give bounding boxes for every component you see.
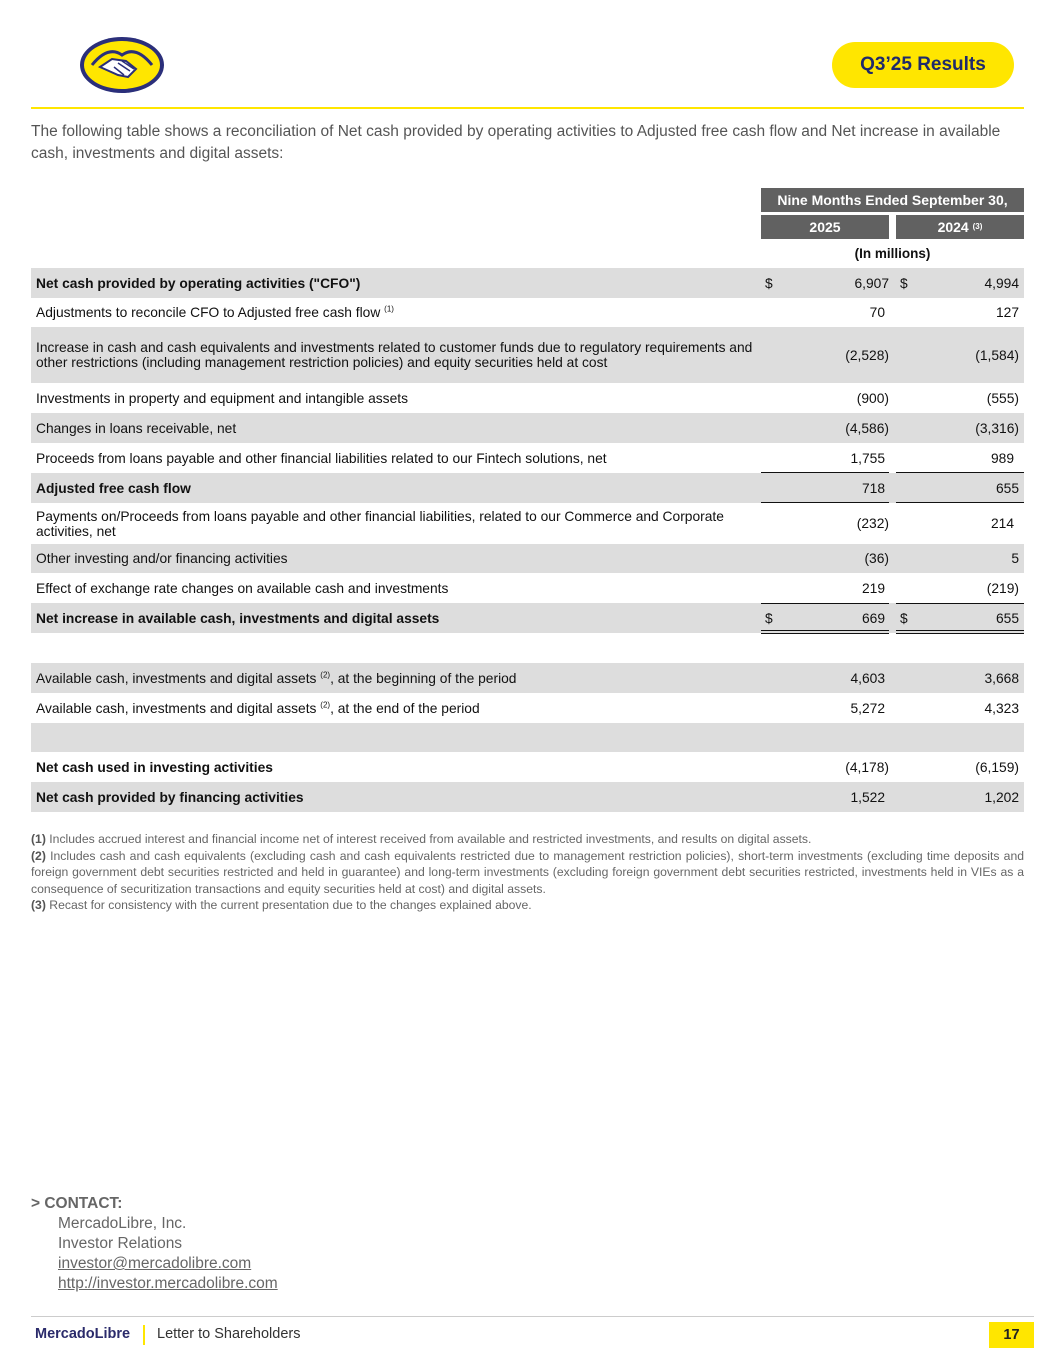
- value-2024: 127: [995, 305, 1019, 320]
- footer-brand: MercadoLibre: [35, 1326, 131, 1342]
- page-number: 17: [989, 1322, 1034, 1348]
- total-rule: [761, 603, 889, 604]
- row-label: Net cash provided by financing activities: [36, 789, 304, 805]
- footnote-ref: (1): [384, 304, 394, 314]
- currency-symbol: $: [900, 275, 908, 291]
- contact-email-row: [31, 1254, 278, 1274]
- row-label: [31, 671, 761, 686]
- footnote-number: (1): [31, 832, 46, 846]
- currency-symbol: $: [765, 275, 773, 291]
- contact-block: [31, 1194, 278, 1294]
- value-2024: (555): [986, 390, 1019, 406]
- footnote-text: Includes cash and cash equivalents (excluding cash and cash equivalents restricted due to management restriction policies), short-term investments (excluding time deposits and foreign government debt securities restricted and held in guarantee) and long-term investments (excluding foreign government debt securities restricted, investments held in VIEs as a consequence of securitization transactions and equity securities held at cost) and digital assets.: [31, 848, 1024, 896]
- value-2025: (900): [856, 390, 889, 406]
- value-2025: 1,755: [850, 450, 885, 466]
- row-label-text: Available cash, investments and digital assets: [36, 700, 317, 716]
- row-label: Net increase in available cash, investments and digital assets: [36, 610, 440, 626]
- footnote-text: Includes accrued interest and financial income net of interest received from available and restricted investments, and results on digital assets.: [49, 832, 812, 846]
- footer-divider: [31, 1316, 1034, 1317]
- table-row: [31, 782, 1024, 812]
- contact-company: MercadoLibre, Inc.: [58, 1215, 187, 1232]
- investor-site-link[interactable]: http://investor.mercadolibre.com: [58, 1275, 278, 1292]
- contact-heading: > CONTACT:: [31, 1195, 123, 1212]
- table-row: [31, 752, 1024, 782]
- spacer-row: [31, 723, 1024, 752]
- footnote-ref: (2): [320, 669, 331, 679]
- footnote-ref: (2): [320, 699, 331, 709]
- footer-title: Letter to Shareholders: [157, 1326, 301, 1342]
- row-label: Adjusted free cash flow: [36, 480, 191, 496]
- value-2025: (36): [864, 551, 889, 566]
- row-label: Net cash provided by operating activities ("CFO"): [36, 275, 361, 291]
- value-2024: 989: [990, 450, 1014, 466]
- value-2024: 655: [995, 480, 1019, 496]
- row-label: Other investing and/or financing activities: [36, 551, 288, 566]
- value-2025: 219: [861, 580, 885, 596]
- row-label: Effect of exchange rate changes on available cash and investments: [36, 580, 449, 596]
- value-2025: 1,522: [850, 789, 885, 805]
- row-label-suffix: , at the end of the period: [330, 700, 480, 716]
- value-2024: (1,584): [975, 347, 1019, 363]
- footnote-text: Recast for consistency with the current presentation due to the changes explained above.: [49, 898, 532, 912]
- row-label: Net cash used in investing activities: [36, 759, 273, 775]
- footer-separator: [143, 1325, 145, 1345]
- value-2025: (2,528): [845, 347, 889, 363]
- footnote-2: [31, 848, 1024, 898]
- value-2025: 6,907: [854, 275, 889, 291]
- table-row: [31, 503, 1024, 544]
- value-2024: (6,159): [975, 759, 1019, 775]
- table-row: [31, 603, 1024, 633]
- table-row: [31, 663, 1024, 693]
- value-2024: 4,323: [984, 700, 1019, 716]
- table-row: [31, 473, 1024, 503]
- contact-url-row: [31, 1274, 278, 1294]
- quarter-results-badge: Q3’25 Results: [832, 42, 1014, 88]
- total-rule: [896, 603, 1024, 604]
- footnote-1: [31, 831, 1024, 848]
- value-2024: 4,994: [984, 275, 1019, 291]
- year-2024-header: 2024 (3): [896, 215, 1024, 239]
- table-row: [31, 573, 1024, 603]
- footnote-number: (3): [31, 898, 46, 912]
- value-2025: 718: [861, 480, 885, 496]
- footnote-number: (2): [31, 848, 46, 863]
- value-2024: 3,668: [984, 670, 1019, 686]
- period-header: Nine Months Ended September 30,: [761, 188, 1024, 212]
- value-2024: 1,202: [984, 789, 1019, 805]
- currency-symbol: $: [765, 610, 773, 626]
- value-2025: 5,272: [850, 700, 885, 716]
- value-2024: 655: [995, 610, 1019, 626]
- value-2025: 70: [869, 305, 885, 320]
- header-divider: [31, 107, 1024, 109]
- value-2024: (3,316): [975, 420, 1019, 436]
- row-label-suffix: , at the beginning of the period: [330, 670, 517, 686]
- units-label: (In millions): [854, 246, 931, 261]
- row-label: Proceeds from loans payable and other financial liabilities related to our Fintech solutions, net: [36, 450, 607, 466]
- spacer-row: [31, 633, 1024, 663]
- table-row: [31, 443, 1024, 473]
- contact-email-link[interactable]: investor@mercadolibre.com: [58, 1255, 252, 1272]
- table-row: [31, 383, 1024, 413]
- table-row: [31, 693, 1024, 723]
- row-label: Investments in property and equipment and intangible assets: [36, 390, 408, 406]
- contact-department: Investor Relations: [58, 1235, 183, 1252]
- year-2-label: 2024: [937, 219, 969, 235]
- value-2024: 214: [990, 516, 1014, 531]
- reconciliation-table: [31, 268, 1024, 812]
- footnote-3: [31, 897, 1024, 914]
- year-2025-header: [761, 215, 889, 239]
- value-2025: (4,178): [845, 759, 889, 775]
- value-2025: (4,586): [845, 420, 889, 436]
- intro-paragraph: The following table shows a reconciliation of Net cash provided by operating activities to Adjusted free cash flow and Net increase in available cash, investments and digital assets:: [31, 123, 1001, 162]
- value-2024: (219): [986, 580, 1019, 596]
- row-label: Payments on/Proceeds from loans payable and other financial liabilities, related to our Commerce and Corporate activities, net: [36, 508, 724, 539]
- row-label: [31, 305, 761, 320]
- table-row: [31, 544, 1024, 573]
- table-row: [31, 327, 1024, 383]
- mercadolibre-logo: [78, 35, 166, 95]
- currency-symbol: $: [900, 610, 908, 626]
- value-2024: 5: [1011, 551, 1019, 566]
- value-2025: (232): [856, 516, 889, 531]
- row-label: Changes in loans receivable, net: [36, 420, 237, 436]
- table-row: [31, 268, 1024, 298]
- value-2025: 669: [861, 610, 885, 626]
- row-label: [31, 701, 761, 716]
- row-label-text: Adjustments to reconcile CFO to Adjusted free cash flow: [36, 305, 381, 320]
- table-row: [31, 298, 1024, 327]
- table-row: [31, 413, 1024, 443]
- year-1-label: 2025: [809, 219, 841, 235]
- footnotes: [31, 831, 1024, 914]
- row-label: Increase in cash and cash equivalents and investments related to customer funds due to regulatory requirements and other restrictions (including management restriction policies) and equity securities held at cost: [36, 340, 753, 370]
- value-2025: 4,603: [850, 670, 885, 686]
- row-label-text: Available cash, investments and digital assets: [36, 670, 317, 686]
